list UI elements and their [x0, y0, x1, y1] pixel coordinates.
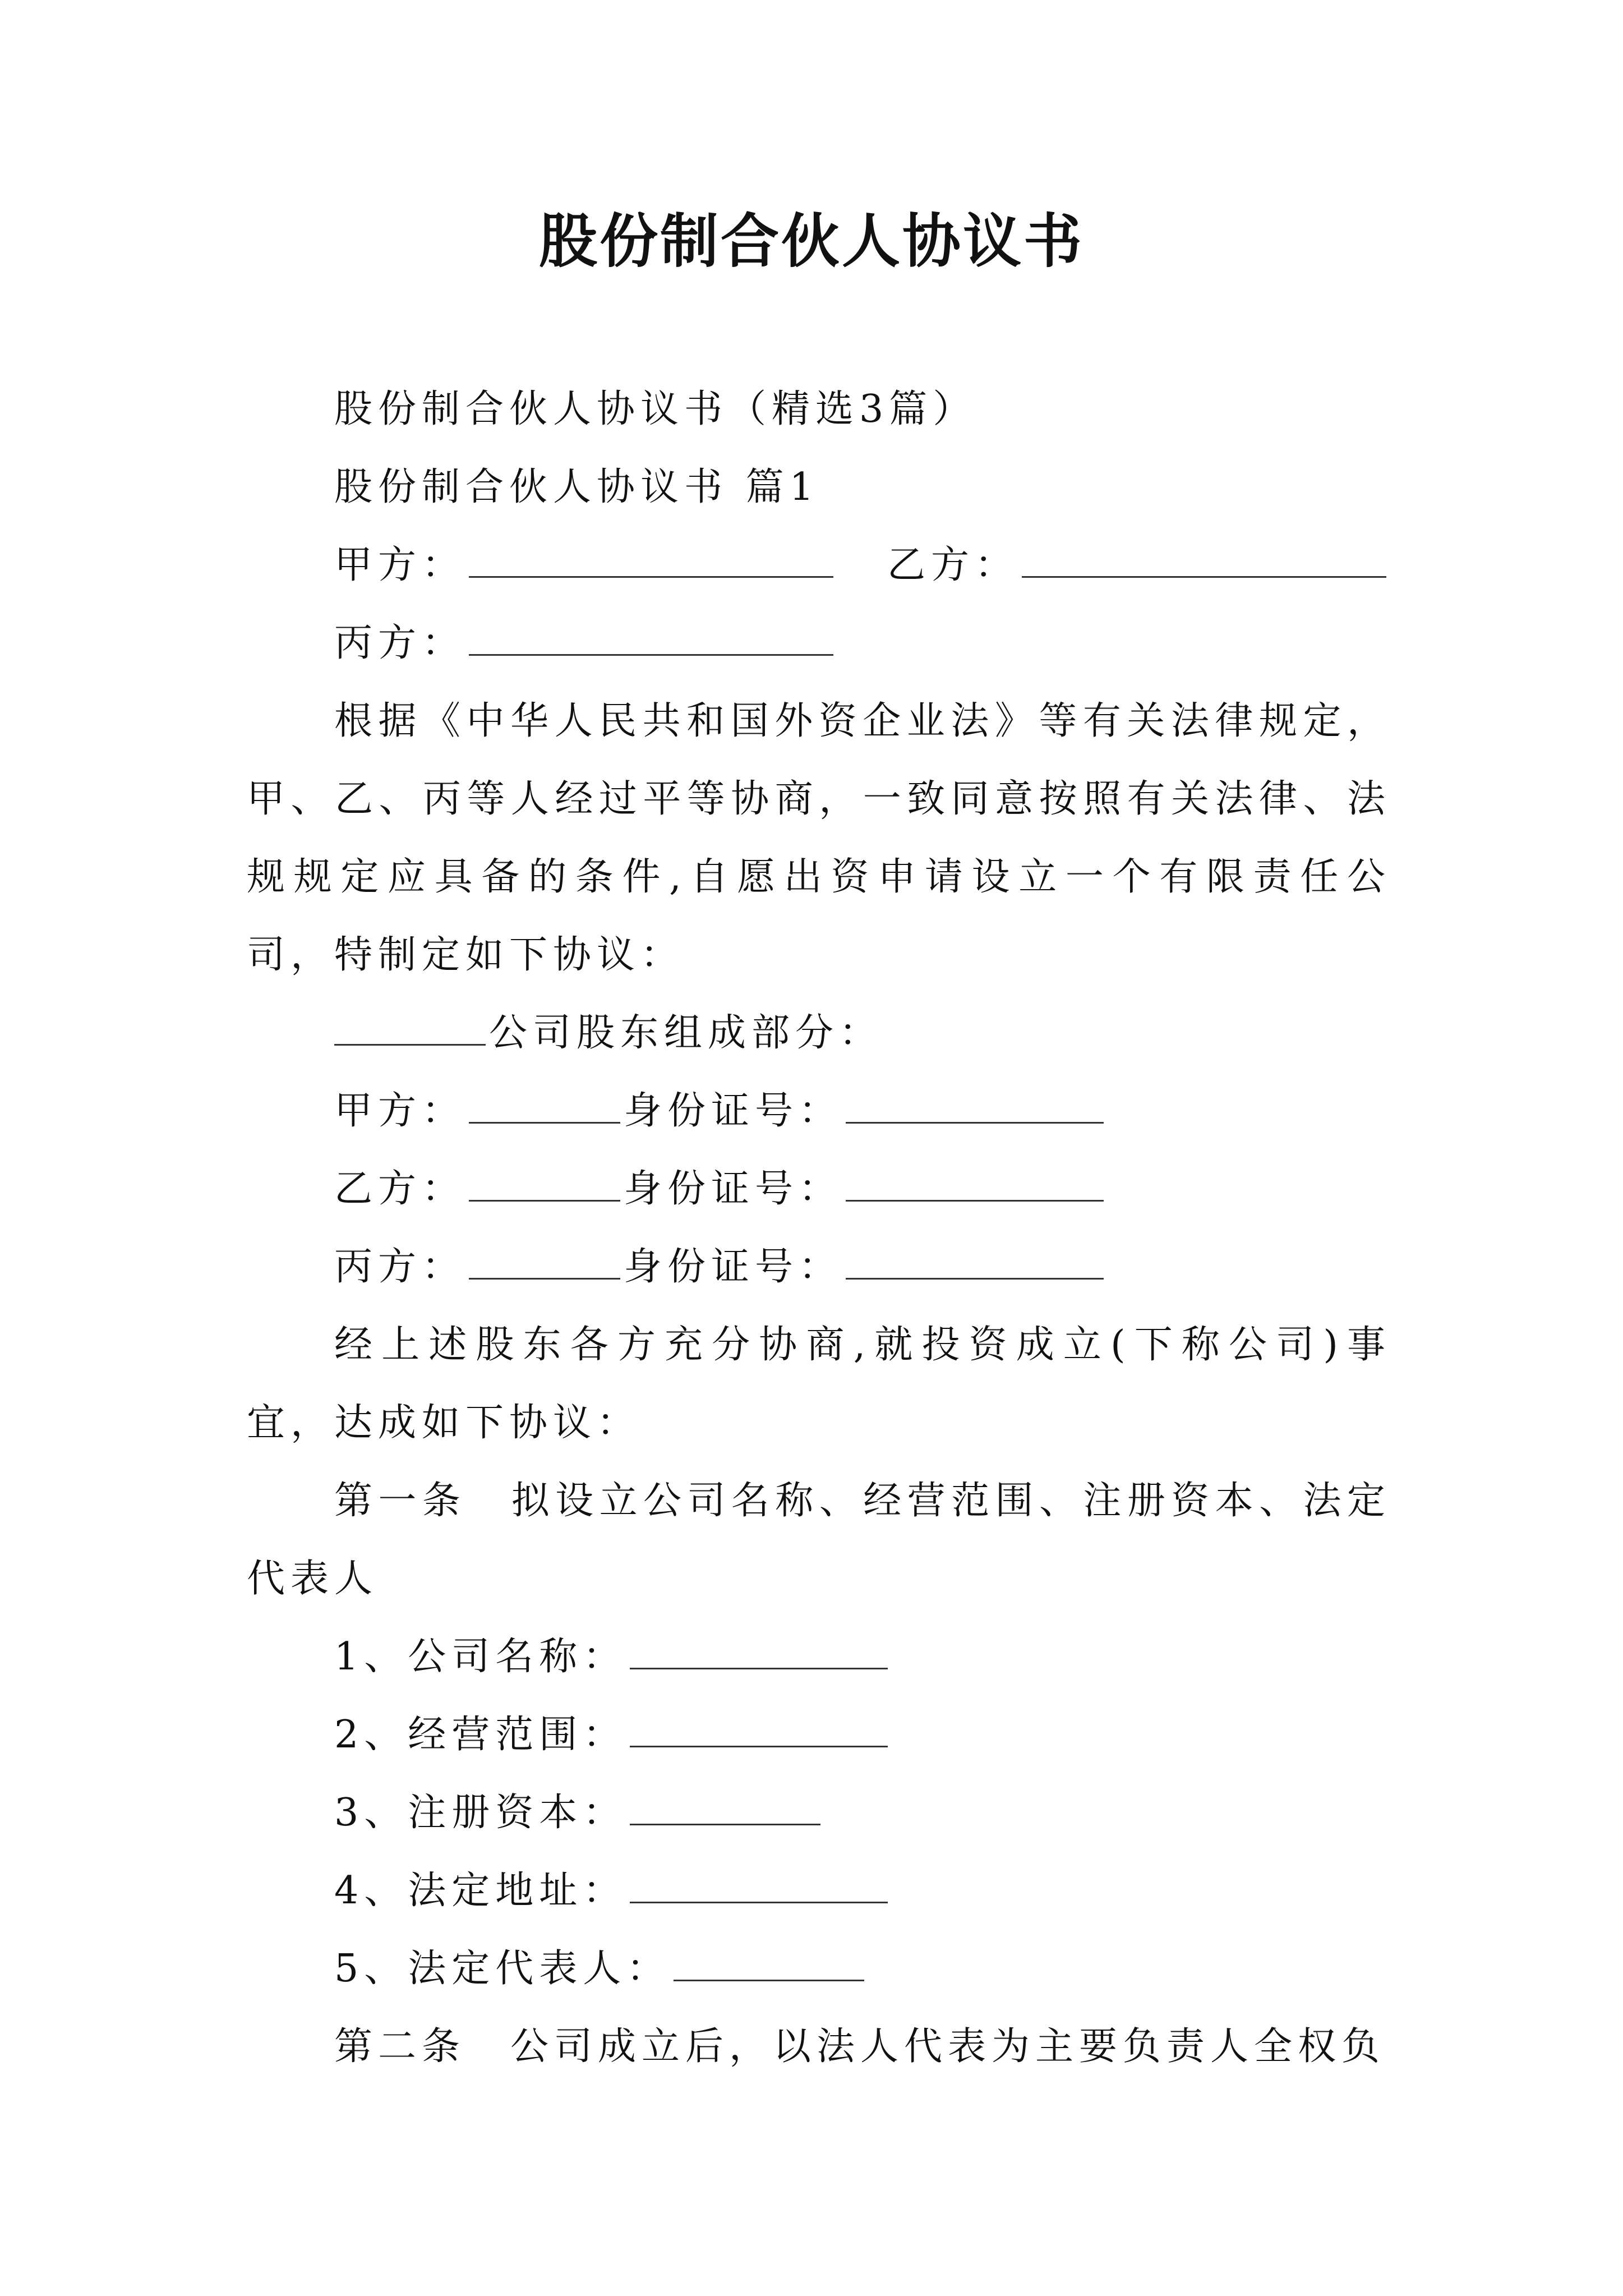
shareholders-heading: 公司股东组成部分： — [489, 1011, 883, 1055]
section-heading: 股份制合伙人协议书 篇1 — [334, 465, 819, 509]
article-2-text: 公司成立后，以法人代表为主要负责人全权负 — [510, 2024, 1386, 2069]
item-label: 3、注册资本： — [334, 1791, 627, 1835]
party-b-label: 乙方： — [887, 543, 1019, 587]
party-a-label: 甲方： — [334, 543, 466, 587]
shareholder-party-label: 丙方： — [334, 1245, 466, 1289]
id-number-blank — [846, 1168, 1104, 1202]
party-c-blank — [469, 623, 833, 656]
article-1-item — [247, 1774, 1391, 1852]
parties-line-1 — [247, 526, 1391, 604]
item-blank — [630, 1636, 888, 1669]
item-blank — [674, 1948, 864, 1981]
parties-line-2 — [247, 604, 1391, 682]
id-number-label: 身份证号： — [624, 1167, 843, 1211]
shareholder-row — [247, 1072, 1391, 1150]
party-b-blank — [1022, 545, 1386, 578]
party-c-label: 丙方： — [334, 621, 466, 665]
subtitle: 股份制合伙人协议书（精选3篇） — [334, 387, 977, 431]
party-a-blank — [469, 545, 833, 578]
company-name-blank — [334, 1013, 486, 1046]
document-body — [247, 370, 1391, 2086]
item-label: 4、法定地址： — [334, 1869, 627, 1913]
item-blank — [630, 1870, 888, 1903]
article-1-text: 拟设立公司名称、经营范围、注册资本、法定代表人 — [247, 1479, 1391, 1601]
id-number-label: 身份证号： — [624, 1089, 843, 1133]
article-1-item — [247, 1618, 1391, 1696]
item-blank — [630, 1792, 820, 1825]
shareholder-name-blank — [469, 1246, 620, 1280]
item-label: 2、经营范围： — [334, 1713, 627, 1757]
article-1-item — [247, 1696, 1391, 1774]
subtitle-line — [247, 370, 1391, 448]
shareholders-heading-line — [247, 994, 1391, 1072]
item-blank — [630, 1714, 888, 1747]
section-heading-line — [247, 448, 1391, 526]
intro-paragraph: 根据《中华人民共和国外资企业法》等有关法律规定，甲、乙、丙等人经过平等协商，一致同意按照有关法律、法规规定应具备的条件,自愿出资申请设立一个有限责任公司，特制定如下协议： — [247, 699, 1391, 977]
shareholder-name-blank — [469, 1168, 620, 1202]
article-1-item — [247, 1852, 1391, 1930]
article-1-title: 第一条 — [334, 1479, 467, 1523]
article-1-paragraph — [247, 1462, 1391, 1618]
article-2-paragraph — [247, 2008, 1391, 2086]
id-number-blank — [846, 1246, 1104, 1280]
item-label: 1、公司名称： — [334, 1635, 627, 1679]
id-number-label: 身份证号： — [624, 1245, 843, 1289]
article-2-title: 第二条 — [334, 2024, 466, 2069]
document-title: 股份制合伙人协议书 — [538, 206, 1084, 275]
article-1-item — [247, 1930, 1391, 2008]
shareholder-row — [247, 1150, 1391, 1228]
shareholder-row — [247, 1228, 1391, 1306]
shareholder-name-blank — [469, 1091, 620, 1124]
item-label: 5、法定代表人： — [334, 1947, 671, 1991]
agreement-paragraph: 经上述股东各方充分协商,就投资成立(下称公司)事宜，达成如下协议： — [247, 1323, 1391, 1445]
shareholder-party-label: 甲方： — [334, 1089, 466, 1133]
id-number-blank — [846, 1091, 1104, 1124]
shareholder-party-label: 乙方： — [334, 1167, 466, 1211]
